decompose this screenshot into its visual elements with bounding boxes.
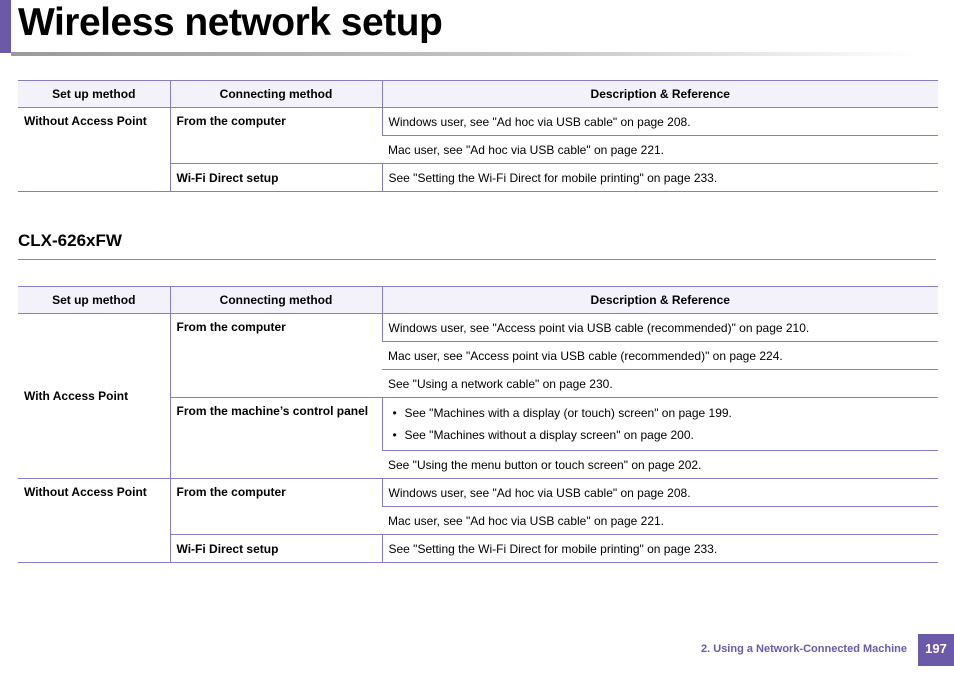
list-item: • See "Machines with a display (or touch) screen" on page 199. bbox=[389, 402, 933, 424]
connecting-method-cell: From the computer bbox=[170, 108, 382, 164]
header-description: Description & Reference bbox=[382, 81, 938, 108]
connecting-method-cell: Wi-Fi Direct setup bbox=[170, 164, 382, 192]
description-cell: Mac user, see "Ad hoc via USB cable" on page 221. bbox=[382, 507, 938, 535]
setup-method-cell: Without Access Point bbox=[18, 479, 170, 563]
header-setup-method: Set up method bbox=[18, 81, 170, 108]
table-row bbox=[18, 479, 938, 507]
title-divider bbox=[11, 52, 916, 56]
description-cell: See "Using a network cable" on page 230. bbox=[382, 370, 938, 398]
connecting-method-cell: Wi-Fi Direct setup bbox=[170, 535, 382, 563]
description-cell: Windows user, see "Access point via USB cable (recommended)" on page 210. bbox=[382, 314, 938, 342]
header-description: Description & Reference bbox=[382, 287, 938, 314]
description-cell: See "Setting the Wi-Fi Direct for mobile printing" on page 233. bbox=[382, 535, 938, 563]
table-header-row bbox=[18, 81, 938, 108]
section-heading: CLX-626xFW bbox=[18, 231, 122, 250]
description-cell: See "Setting the Wi-Fi Direct for mobile printing" on page 233. bbox=[382, 164, 938, 192]
setup-table-1 bbox=[18, 80, 938, 192]
description-cell: See "Using the menu button or touch screen" on page 202. bbox=[382, 451, 938, 479]
description-cell: Mac user, see "Access point via USB cable (recommended)" on page 224. bbox=[382, 342, 938, 370]
connecting-method-cell: From the computer bbox=[170, 479, 382, 535]
page-number-badge: 197 bbox=[918, 634, 954, 666]
header-setup-method: Set up method bbox=[18, 287, 170, 314]
setup-table-2 bbox=[18, 286, 938, 563]
setup-method-cell: With Access Point bbox=[18, 314, 170, 479]
connecting-method-cell: From the machine’s control panel bbox=[170, 398, 382, 479]
description-cell: Mac user, see "Ad hoc via USB cable" on page 221. bbox=[382, 136, 938, 164]
table-row bbox=[18, 108, 938, 136]
connecting-method-cell: From the computer bbox=[170, 314, 382, 398]
header-connecting-method: Connecting method bbox=[170, 81, 382, 108]
header-connecting-method: Connecting method bbox=[170, 287, 382, 314]
section-divider bbox=[18, 259, 936, 260]
page-title: Wireless network setup bbox=[18, 1, 443, 44]
description-cell: Windows user, see "Ad hoc via USB cable" on page 208. bbox=[382, 479, 938, 507]
table-row bbox=[18, 314, 938, 342]
bullet-list bbox=[389, 398, 933, 450]
setup-method-cell: Without Access Point bbox=[18, 108, 170, 192]
description-cell bbox=[382, 398, 938, 451]
footer-chapter-link[interactable]: 2. Using a Network-Connected Machine bbox=[701, 643, 907, 655]
list-item: • See "Machines without a display screen" on page 200. bbox=[389, 424, 933, 446]
description-cell: Windows user, see "Ad hoc via USB cable" on page 208. bbox=[382, 108, 938, 136]
table-header-row bbox=[18, 287, 938, 314]
title-accent-bar bbox=[0, 0, 11, 53]
